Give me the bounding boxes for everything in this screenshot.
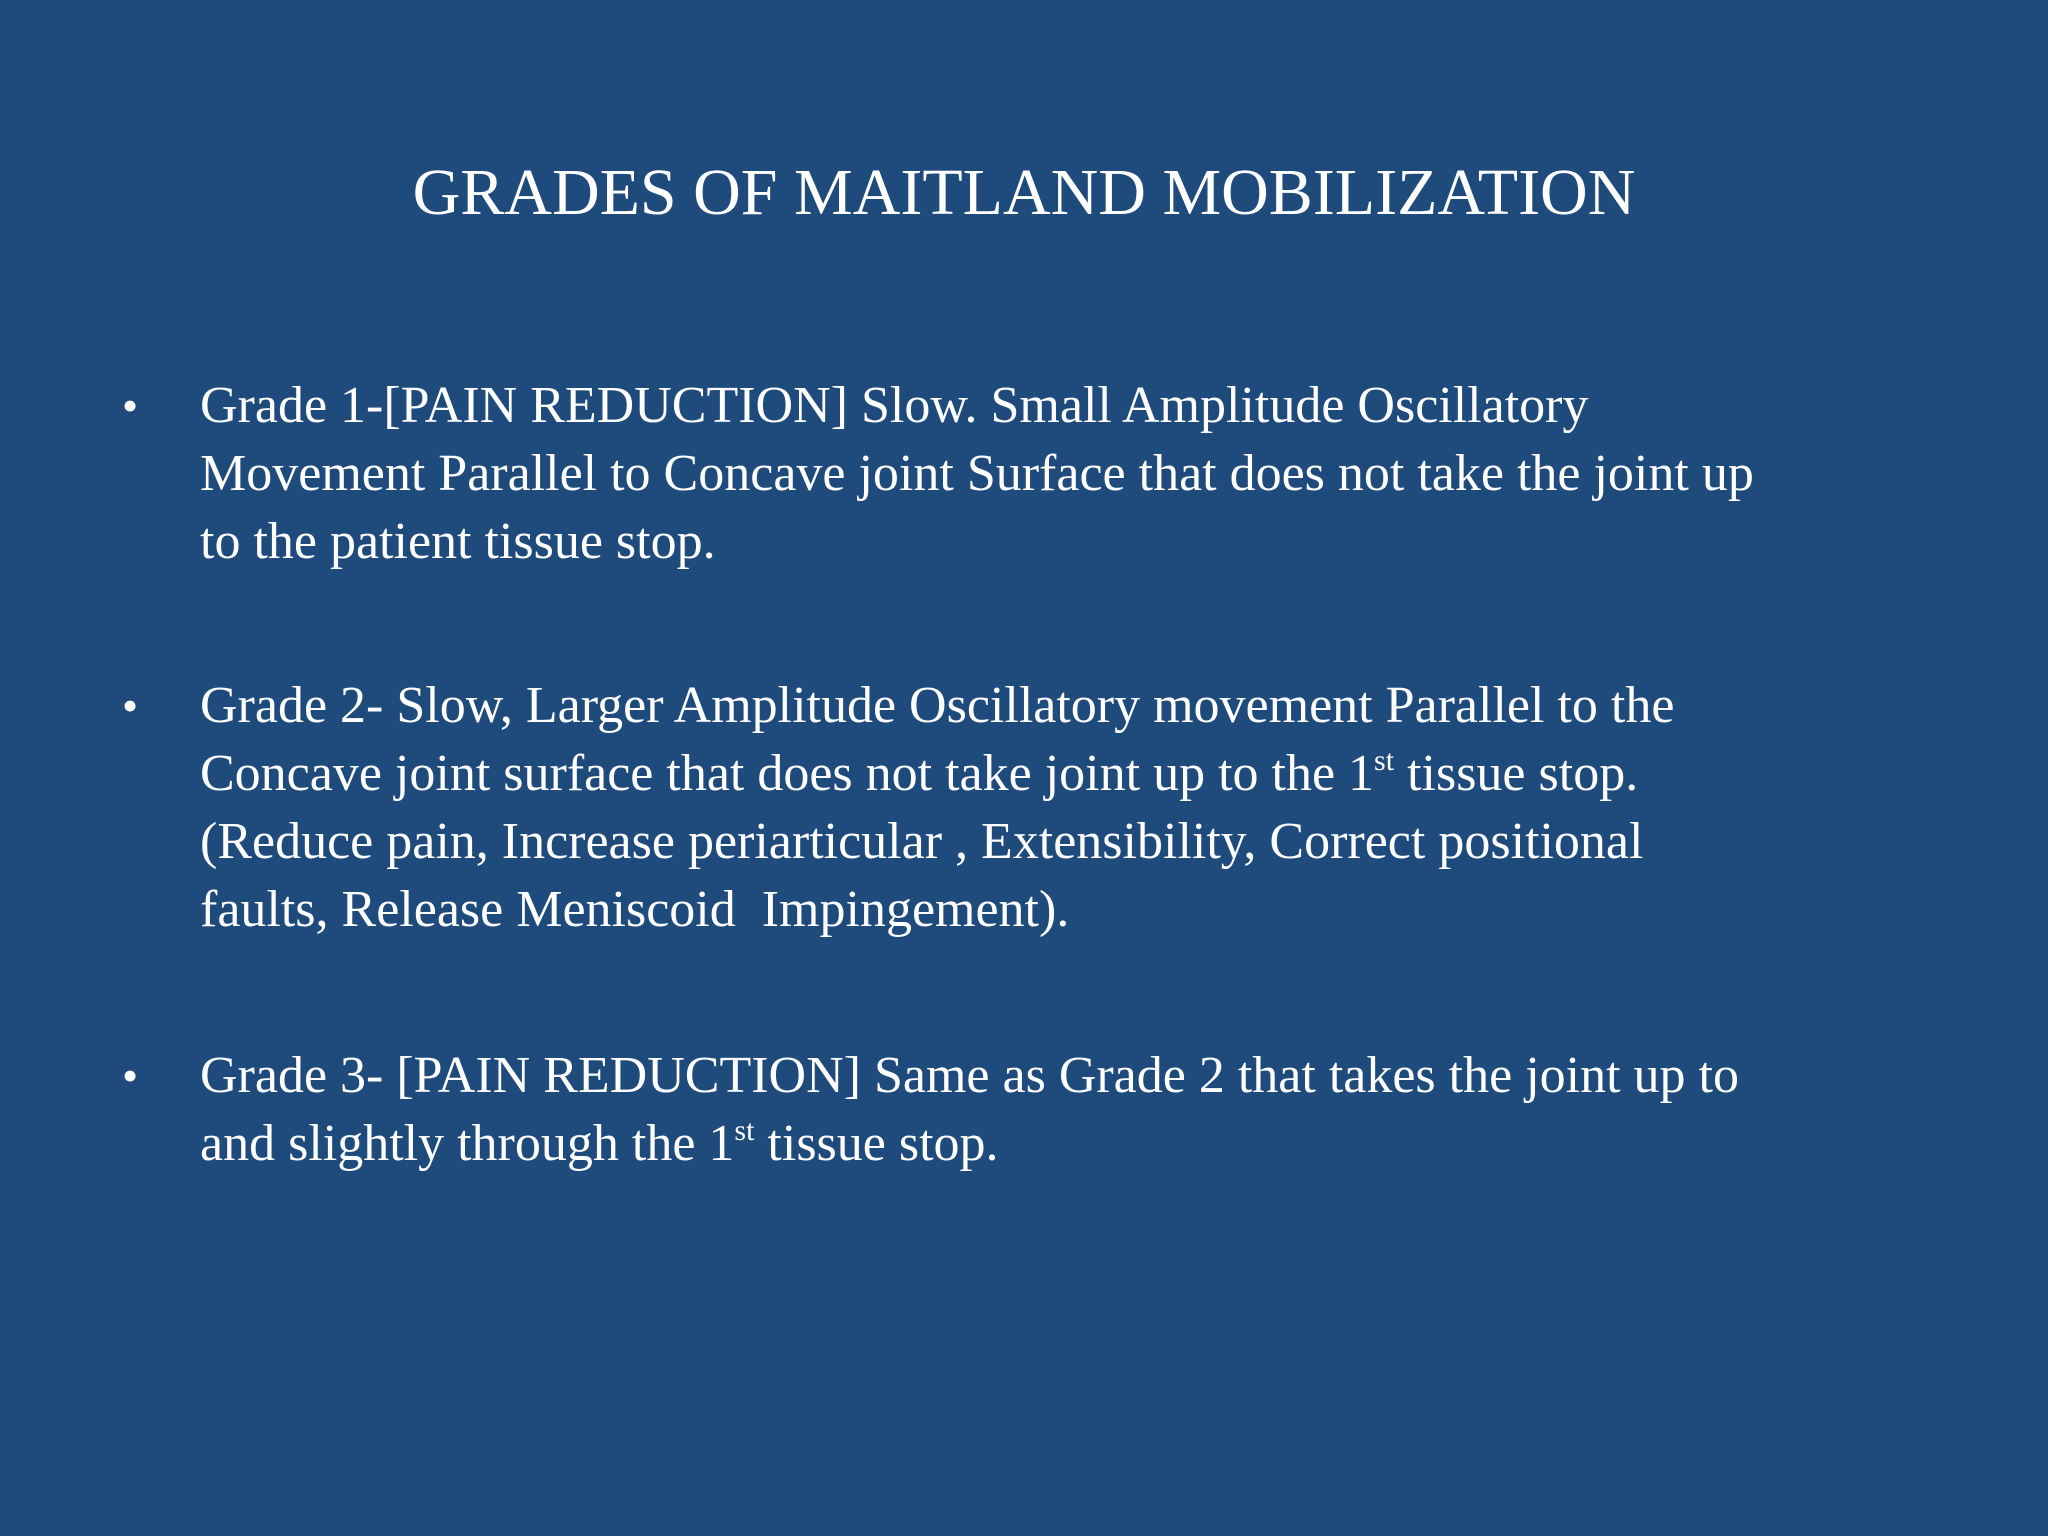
text-segment: Concave joint surface that does not take joint up to the 1 bbox=[200, 745, 1375, 802]
text-line: Grade 2- Slow, Larger Amplitude Oscillatory movement Parallel to the bbox=[200, 677, 1675, 734]
text-line: (Reduce pain, Increase periarticular , Extensibility, Correct positional bbox=[200, 813, 1644, 870]
bullet-text bbox=[200, 1042, 1920, 1178]
text-segment: and slightly through the 1 bbox=[200, 1115, 735, 1172]
superscript: st bbox=[734, 1114, 755, 1147]
text-line: Movement Parallel to Concave joint Surface that does not take the joint up bbox=[200, 445, 1754, 502]
bullet-icon: • bbox=[122, 380, 139, 431]
text-line: Grade 1-[PAIN REDUCTION] Slow. Small Amplitude Oscillatory bbox=[200, 377, 1589, 434]
bullet-icon: • bbox=[122, 680, 139, 731]
bullet-text bbox=[200, 672, 1920, 944]
text-segment: tissue stop. bbox=[754, 1115, 999, 1172]
superscript: st bbox=[1374, 744, 1395, 777]
text-line: faults, Release Meniscoid Impingement). bbox=[200, 881, 1070, 938]
text-line bbox=[200, 1110, 1920, 1178]
text-line: to the patient tissue stop. bbox=[200, 513, 716, 570]
text-segment: tissue stop. bbox=[1394, 745, 1639, 802]
text-line: Grade 3- [PAIN REDUCTION] Same as Grade 2 that takes the joint up to bbox=[200, 1047, 1739, 1104]
text-line bbox=[200, 740, 1920, 808]
bullet-icon: • bbox=[122, 1050, 139, 1101]
slide-title: GRADES OF MAITLAND MOBILIZATION bbox=[412, 156, 1636, 229]
bullet-text bbox=[200, 372, 1920, 576]
